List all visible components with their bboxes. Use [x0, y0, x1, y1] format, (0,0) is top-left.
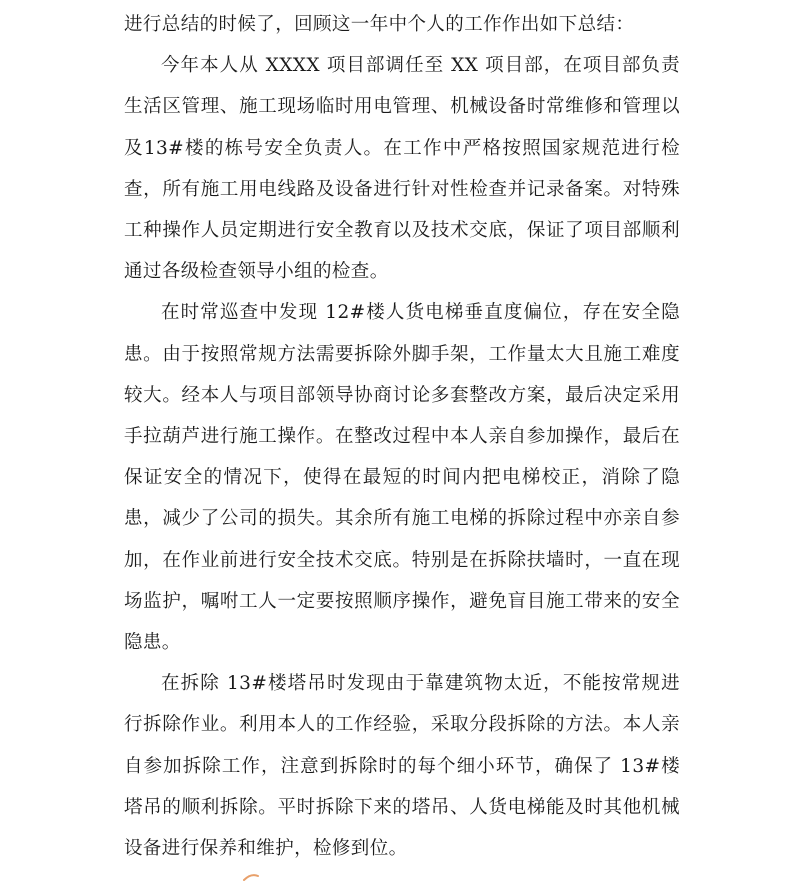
paragraph-tower-crane: 在拆除 13#楼塔吊时发现由于靠建筑物太近，不能按常规进行拆除作业。利用本人的工作经验，采取分段拆除的方法。本人亲自参加拆除工作，注意到拆除时的每个细小环节，确保了 13#楼塔吊的顺利拆除。平时拆除下来的塔吊、人货电梯能及时其他机械设备进行保养和维护，检修到位。 [124, 673, 680, 860]
paragraph-elevator: 在时常巡查中发现 12#楼人货电梯垂直度偏位，存在安全隐患。由于按照常规方法需要拆除外脚手架，工作量太大且施工难度较大。经本人与项目部领导协商讨论多套整改方案，最后决定采用手拉葫芦进行施工操作。在整改过程中本人亲自参加操作，最后在保证安全的情况下，使得在最短的时间内把电梯校正，消除了隐患，减少了公司的损失。其余所有施工电梯的拆除过程中亦亲自参加，在作业前进行安全技术交底。特别是在拆除扶墙时，一直在现场监护，嘱咐工人一定要按照顺序操作，避免盲目施工带来的安全隐患。 [124, 302, 680, 654]
intro-line: 进行总结的时候了，回顾这一年中个人的工作作出如下总结： [124, 14, 635, 35]
document-body [124, 4, 680, 869]
page-corner-mark-icon [242, 872, 260, 881]
paragraph-duties: 今年本人从 XXXX 项目部调任至 XX 项目部，在项目部负责生活区管理、施工现场临时用电管理、机械设备时常维修和管理以及13#楼的栋号安全负责人。在工作中严格按照国家规范进行检查，所有施工用电线路及设备进行针对性检查并记录备案。对特殊工种操作人员定期进行安全教育以及技术交底，保证了项目部顺利通过各级检查领导小组的检查。 [124, 55, 680, 283]
